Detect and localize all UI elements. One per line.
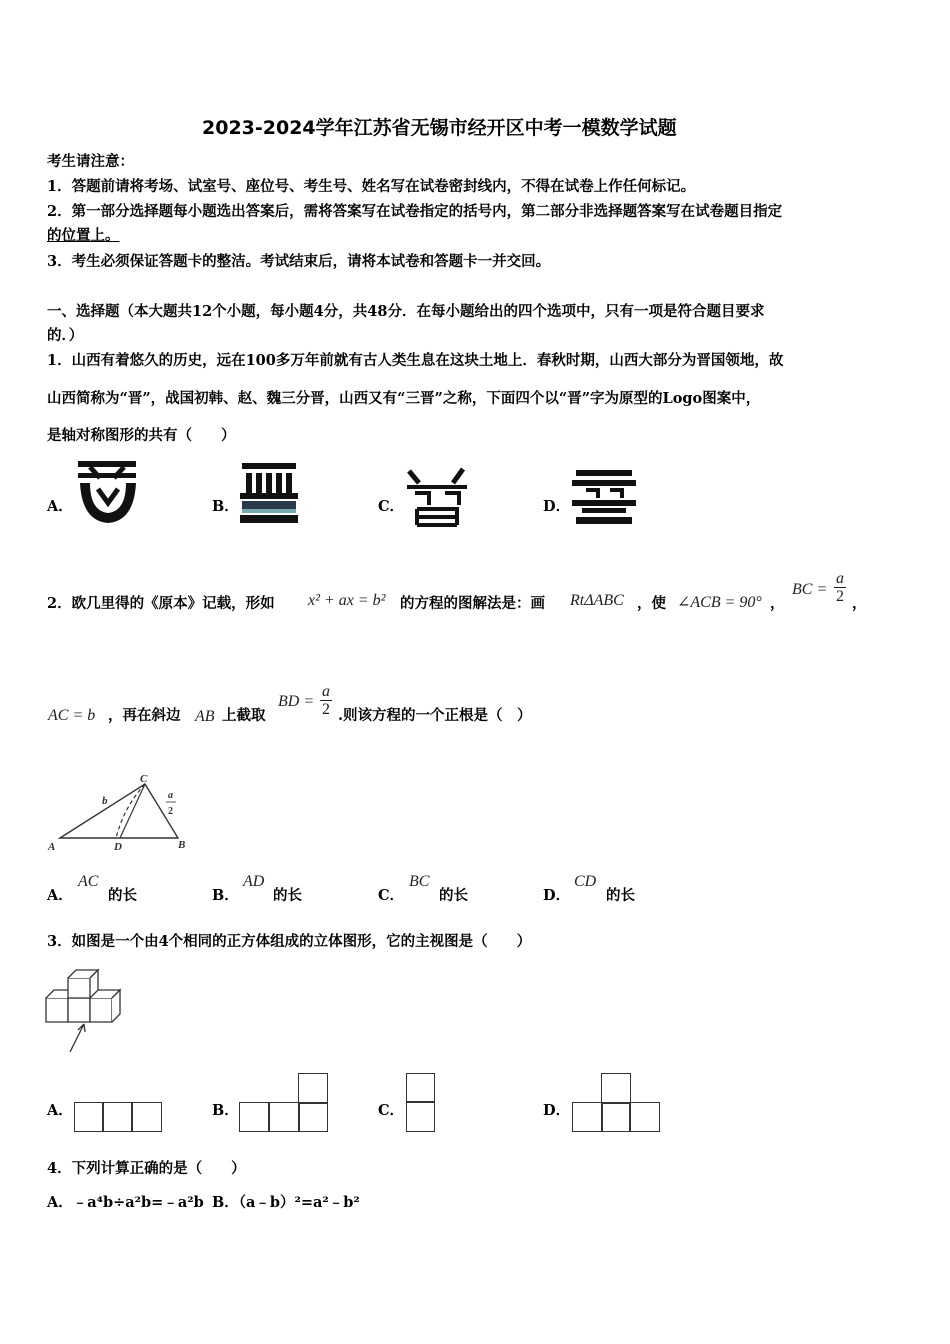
- q1-line2: 山西简称为“晋”，战国初韩、赵、魏三分晋，山西又有“三晋”之称，下面四个以“晋”字为原型的Logo图案中，: [47, 390, 761, 407]
- q2-option-c-label: C．: [378, 887, 405, 904]
- q2-option-d-label: D．: [543, 887, 571, 904]
- fig-label-d: D: [114, 841, 122, 853]
- q2-option-b-suffix: 的长: [273, 887, 302, 904]
- q2-option-a-suffix: 的长: [108, 887, 137, 904]
- q1-line1: 1．山西有着悠久的历史，远在100多万年前就有古人类生息在这块土地上．春秋时期，山西大部分为晋国领地，故: [47, 352, 784, 369]
- q2-triangle-figure: [44, 772, 194, 852]
- q3-cubes-figure: [44, 970, 130, 1056]
- q3-b-square-2: [268, 1102, 300, 1132]
- notice-item-1: 1．答题前请将考场、试室号、座位号、考生号、姓名写在试卷密封线内，不得在试卷上作任何标记。: [47, 178, 696, 195]
- q2-option-a-label: A．: [47, 887, 73, 904]
- q2-bc-lhs: BC =: [792, 581, 828, 598]
- logo-d-figure: [572, 470, 636, 526]
- q2-tail: .则该方程的一个正根是（ ）: [338, 707, 532, 724]
- q2-option-b-math: AD: [243, 873, 265, 890]
- q3-a-square-1: [74, 1102, 104, 1132]
- q4-option-b: B．（a﹣b）²=a²﹣b²: [212, 1194, 360, 1211]
- q3-b-square-3: [298, 1102, 328, 1132]
- q3-option-a-label: A．: [47, 1102, 73, 1119]
- q3-b-square-top: [298, 1073, 328, 1104]
- q2-triangle: RtΔABC: [570, 592, 624, 609]
- fig-label-frac-2: 2: [168, 806, 173, 817]
- q2-comma: ，: [770, 595, 785, 612]
- fig-label-frac-a: a: [168, 790, 173, 801]
- notice-item-2: 2．第一部分选择题每小题选出答案后，需将答案写在试卷指定的括号内，第二部分非选择题答案写在试卷题目指定: [47, 203, 783, 220]
- notice-item-2-cont: 的位置上。: [47, 227, 120, 244]
- q2-ab: AB: [195, 708, 215, 725]
- fig-label-a: A: [48, 841, 56, 853]
- logo-a-figure: [76, 461, 140, 527]
- q2-end-comma: ，: [852, 595, 867, 612]
- q2-bd-fraction: [320, 683, 332, 718]
- q3-c-square-bottom: [406, 1101, 435, 1132]
- q3-option-d-label: D．: [543, 1102, 571, 1119]
- q2-ac: AC = b: [48, 707, 96, 724]
- notice-heading: 考生请注意：: [47, 153, 134, 170]
- q2-mid3: ，再在斜边: [108, 707, 181, 724]
- q2-bc-fraction: [834, 570, 846, 605]
- q2-mid4: 上截取: [222, 707, 266, 724]
- q2-bd-lhs: BD =: [278, 693, 315, 710]
- q2-angle: ∠ACB = 90°: [677, 594, 762, 611]
- q3-c-square-top: [406, 1073, 435, 1103]
- q4-option-a: A．﹣a⁴b÷a²b=﹣a²b: [47, 1194, 204, 1211]
- section1-line1: 一、选择题（本大题共12个小题，每小题4分，共48分．在每小题给出的四个选项中，只有一项是符合题目要求: [47, 303, 765, 320]
- q2-prefix: 2．欧几里得的《原本》记载，形如: [47, 595, 275, 612]
- q3-option-b-label: B．: [212, 1102, 239, 1119]
- q2-bc-frac-den: 2: [836, 588, 844, 605]
- section1-line2: 的．）: [47, 327, 84, 344]
- q2-bc-frac-num: a: [836, 570, 844, 587]
- q1-option-c-label: C．: [378, 498, 405, 515]
- q3-a-square-2: [102, 1102, 133, 1132]
- q3-d-square-top: [601, 1073, 631, 1104]
- q2-bd-frac-den: 2: [322, 701, 330, 718]
- q2-equation: x² + ax = b²: [308, 592, 386, 609]
- q3-d-square-2: [601, 1102, 631, 1132]
- q2-bd-frac-num: a: [322, 683, 330, 700]
- logo-c-figure: [405, 467, 469, 527]
- q3-a-square-3: [131, 1102, 162, 1132]
- fig-label-b: B: [178, 839, 186, 851]
- fig-label-c: C: [140, 773, 148, 785]
- q2-option-c-math: BC: [409, 873, 430, 890]
- q1-option-b-label: B．: [212, 498, 239, 515]
- q3-b-square-1: [239, 1102, 270, 1132]
- fig-label-b-side: b: [102, 795, 108, 807]
- q1-option-a-label: A．: [47, 498, 73, 515]
- q3-text: 3．如图是一个由4个相同的正方体组成的立体图形，它的主视图是（ ）: [47, 933, 532, 950]
- q1-option-d-label: D．: [543, 498, 571, 515]
- notice-item-3: 3．考生必须保证答题卡的整洁。考试结束后，请将本试卷和答题卡一并交回。: [47, 253, 551, 270]
- q2-option-d-math: CD: [574, 873, 597, 890]
- q2-option-d-suffix: 的长: [606, 887, 635, 904]
- logo-b-figure: [240, 463, 298, 523]
- q2-mid2: ，使: [637, 595, 666, 612]
- q2-option-a-math: AC: [78, 873, 99, 890]
- q3-option-c-label: C．: [378, 1102, 405, 1119]
- q2-mid1: 的方程的图解法是：画: [400, 595, 545, 612]
- page-title: 2023-2024学年江苏省无锡市经开区中考一模数学试题: [202, 117, 677, 139]
- q4-text: 4．下列计算正确的是（ ）: [47, 1160, 246, 1177]
- q3-d-square-1: [572, 1102, 603, 1132]
- q2-option-b-label: B．: [212, 887, 239, 904]
- q3-d-square-3: [629, 1102, 660, 1132]
- q2-option-c-suffix: 的长: [439, 887, 468, 904]
- q1-line3: 是轴对称图形的共有（ ）: [47, 427, 236, 444]
